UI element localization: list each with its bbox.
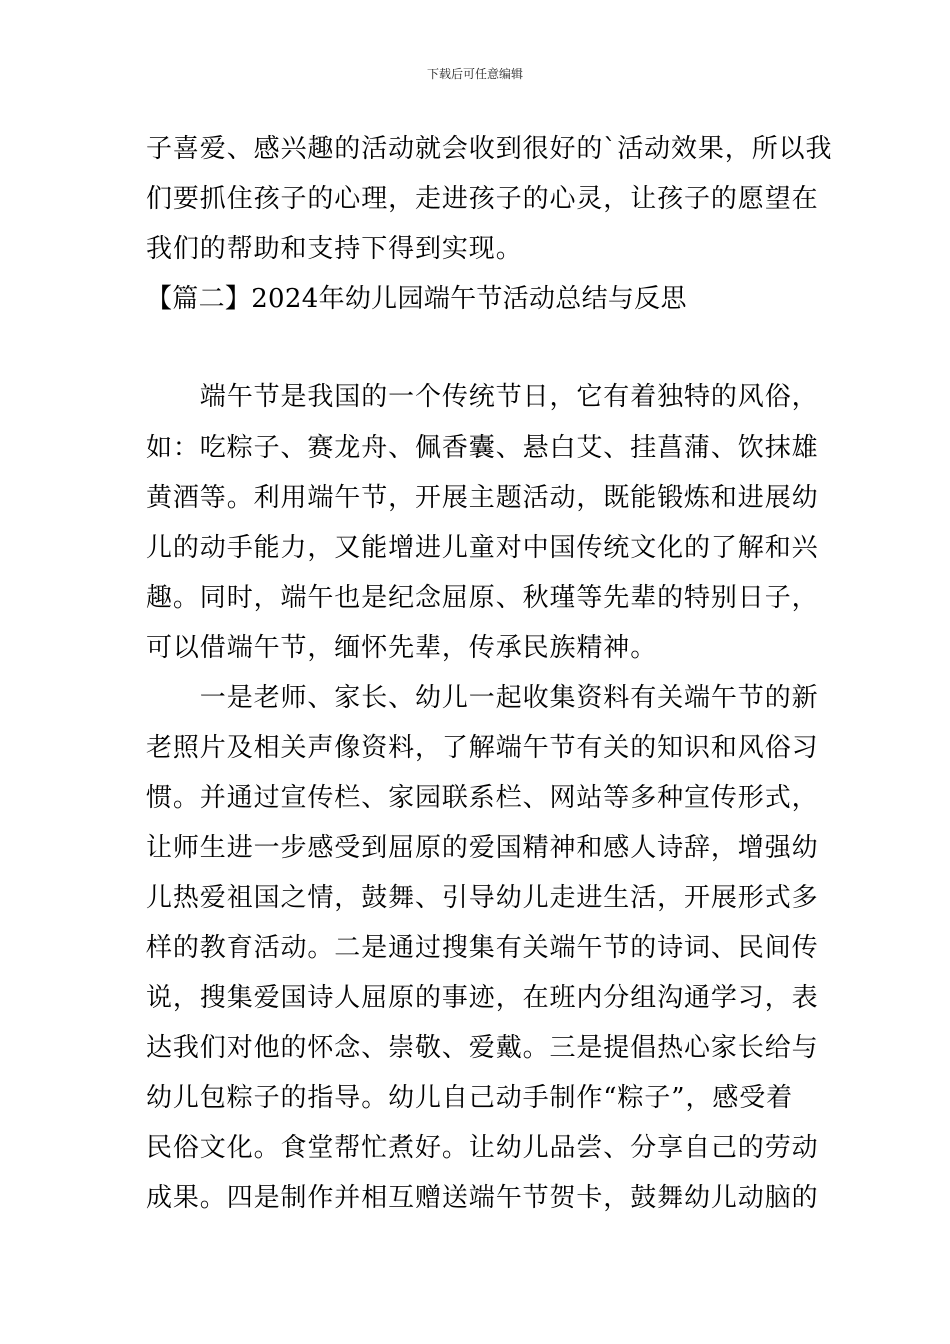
paragraph-line: 儿热爱祖国之情，鼓舞、引导幼儿走进生活，开展形式多 bbox=[146, 883, 819, 913]
paragraph-line: 可以借端午节，缅怀先辈，传承民族精神。 bbox=[146, 633, 658, 663]
paragraph-line: 们要抓住孩子的心理，走进孩子的心灵，让孩子的愿望在 bbox=[146, 184, 819, 214]
paragraph-line: 趣。同时，端午也是纪念屈原、秋瑾等先辈的特别日子， bbox=[146, 583, 819, 613]
paragraph-line: 我们的帮助和支持下得到实现。 bbox=[146, 234, 523, 264]
paragraph-line: 幼儿包粽子的指导。幼儿自己动手制作“粽子”，感受着 bbox=[146, 1083, 794, 1113]
paragraph-line: 达我们对他的怀念、崇敬、爱戴。三是提倡热心家长给与 bbox=[146, 1033, 819, 1063]
paragraph-line: 成果。四是制作并相互赠送端午节贺卡，鼓舞幼儿动脑的 bbox=[146, 1183, 819, 1213]
paragraph-line: 说，搜集爱国诗人屈原的事迹，在班内分组沟通学习，表 bbox=[146, 983, 819, 1013]
paragraph-line: 黄酒等。利用端午节，开展主题活动，既能锻炼和进展幼 bbox=[146, 483, 819, 513]
paragraph-line: 子喜爱、感兴趣的活动就会收到很好的`活动效果，所以我 bbox=[146, 134, 833, 164]
paragraph-line: 老照片及相关声像资料，了解端午节有关的知识和风俗习 bbox=[146, 733, 819, 763]
paragraph-line: 端午节是我国的一个传统节日，它有着独特的风俗， bbox=[146, 382, 819, 412]
paragraph-line: 样的教育活动。二是通过搜集有关端午节的诗词、民间传 bbox=[146, 933, 819, 963]
page-header-note: 下载后可任意编辑 bbox=[426, 67, 523, 81]
section-heading: 【篇二】2024年幼儿园端午节活动总结与反思 bbox=[146, 284, 687, 314]
paragraph-line: 儿的动手能力，又能增进儿童对中国传统文化的了解和兴 bbox=[146, 533, 819, 563]
paragraph-line: 让师生进一步感受到屈原的爱国精神和感人诗辞，增强幼 bbox=[146, 833, 819, 863]
paragraph-line: 如：吃粽子、赛龙舟、佩香囊、悬白艾、挂菖蒲、饮抹雄 bbox=[146, 433, 819, 463]
paragraph-line: 惯。并通过宣传栏、家园联系栏、网站等多种宣传形式， bbox=[146, 783, 819, 813]
paragraph-line: 一是老师、家长、幼儿一起收集资料有关端午节的新 bbox=[146, 683, 819, 713]
paragraph-line: 民俗文化。食堂帮忙煮好。让幼儿品尝、分享自己的劳动 bbox=[146, 1133, 819, 1163]
